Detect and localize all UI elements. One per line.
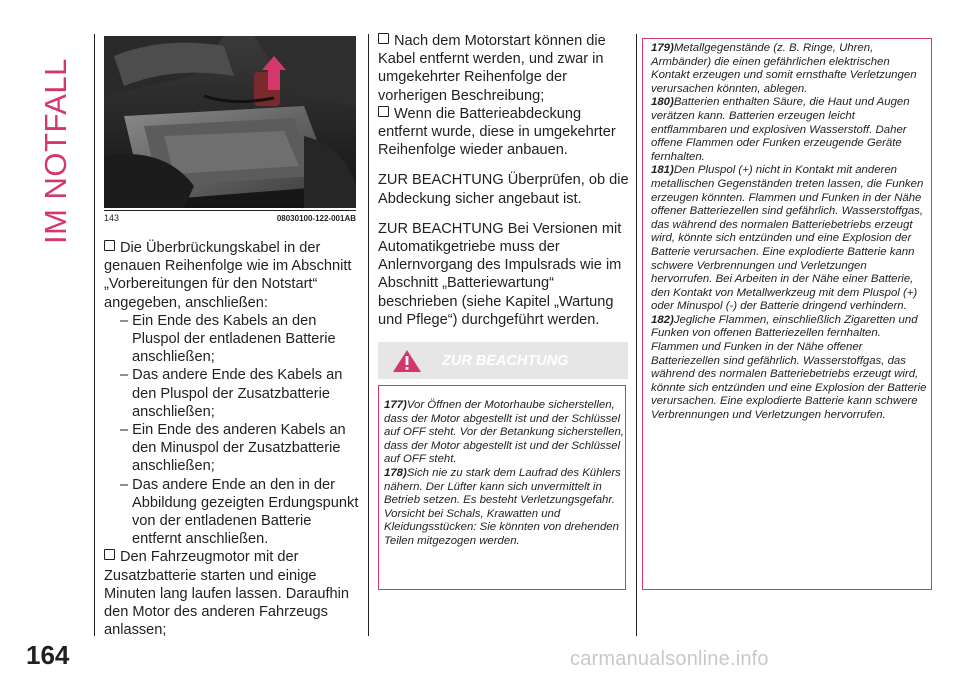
warning-item: 178)Sich nie zu stark dem Laufrad des Kühlers nähern. Der Lüfter kann sich unvermittelt in Betrieb setzen. Es besteht Verletzungsgefahr. Vorsicht bei Schals, Krawatten und Kleidungsstücken: Sie könnten von drehenden Teilen mitgezogen werden.: [384, 466, 621, 547]
watermark: carmanualsonline.info: [570, 648, 769, 670]
warning-item: 177)Vor Öffnen der Motorhaube sicherstellen, dass der Motor abgestellt ist und der Schlüssel auf OFF steht. Vor der Betankung sicherstellen, dass der Motor abgestellt ist und der Schlüssel auf OFF steht.: [384, 399, 624, 466]
warning-title: ZUR BEACHTUNG: [442, 353, 569, 369]
list-item: – Das andere Ende an den in der Abbildung gezeigten Erdungspunkt von der entladenen Batterie entfernt anschließen.: [120, 476, 359, 548]
warning-triangle-icon: [392, 349, 422, 373]
warning-text-right: [651, 42, 927, 423]
page-number: 164: [26, 640, 70, 670]
paragraph: Den Fahrzeugmotor mit der Zusatzbatterie starten und einige Minuten lang laufen lassen. Daraufhin den Motor des anderen Fahrzeugs anlassen;: [104, 549, 350, 639]
note-paragraph: ZUR BEACHTUNG Bei Versionen mit Automatikgetriebe muss der Anlernvorgang des Impulsrads wie im Abschnitt „Batteriewartung“ beschrieben (siehe Kapitel „Wartung und Pflege“) durchgeführt werden.: [378, 220, 622, 328]
checkbox-bullet-icon: [378, 33, 389, 44]
column-divider: [368, 34, 369, 636]
paragraph: Die Überbrückungskabel in der genauen Reihenfolge wie im Abschnitt „Vorbereitungen für den Notstart“ angegeben, anschließen:: [104, 240, 352, 311]
note-paragraph: ZUR BEACHTUNG Überprüfen, ob die Abdeckung sicher angebaut ist.: [378, 172, 629, 207]
engine-bay-photo: [104, 36, 356, 208]
list-item: – Ein Ende des anderen Kabels an den Minuspol der Zusatzbatterie anschließen;: [120, 422, 346, 475]
list-item: – Ein Ende des Kabels an den Pluspol der entladenen Batterie anschließen;: [120, 312, 336, 366]
warning-item: 182)Jegliche Flammen, einschließlich Zigaretten und Funken von offenen Batteriezellen fernhalten. Flammen und Funken in der Nähe offener Batteriezellen sind gefährlich. Wasserstoffgas, das während des normalen Batteriebetriebs erzeugt wird, könnte sich entzünden und eine Explosion der Batterie verursachen. Eine explodierte Batterie kann schwere Verbrennungen und Verletzungen hervorrufen.: [651, 313, 927, 422]
body-column-1: [104, 239, 360, 639]
column-divider: [636, 34, 637, 636]
section-title: IM NOTFALL: [38, 58, 73, 244]
paragraph: Wenn die Batterieabdeckung entfernt wurde, diese in umgekehrter Reihenfolge wieder anbauen.: [378, 105, 616, 159]
warning-item: 181)Den Pluspol (+) nicht in Kontakt mit anderen metallischen Gegenständen treten lassen, die Funken erzeugen könnten. Flammen und Funken in der Nähe offener Batteriezellen sind gefährlich. Wasserstoffgas, das während des normalen Batteriebetriebs erzeugt wird, könnte sich entzünden und eine Explosion der Batterie verursachen. Eine explodierte Batterie kann schwere Verbrennungen und Verletzungen hervorrufen. Bei Arbeiten in der Nähe einer Batterie, den Kontakt von Metallwerkzeug mit dem Pluspol (+) oder Minuspol (-) der Batterie dringend verhindern.: [651, 164, 924, 313]
checkbox-bullet-icon: [104, 240, 115, 251]
warning-text: [384, 399, 624, 549]
figure-number: 143: [104, 213, 120, 223]
checkbox-bullet-icon: [378, 106, 389, 117]
column-divider: [94, 34, 95, 636]
warning-item: 180)Batterien enthalten Säure, die Haut und Augen verätzen kann. Batterien erzeugen leicht entflammbaren und explosiven Wasserstoff. Daher offene Flammen oder Funken erzeugende Geräte fernhalten.: [651, 96, 910, 163]
body-column-2: [378, 32, 630, 329]
warning-item: 179)Metallgegenstände (z. B. Ringe, Uhren, Armbänder) die einen gefährlichen elektrischen Kontakt erzeugen und somit ernsthafte Verletzungen verursachen könnten, ablegen.: [651, 42, 917, 95]
figure-code: 08030100-122-001AB: [276, 214, 356, 223]
warning-header: [378, 342, 628, 379]
figure-caption: [104, 210, 356, 225]
paragraph: Nach dem Motorstart können die Kabel entfernt werden, und zwar in umgekehrter Reihenfolge der vorherigen Beschreibung;: [378, 33, 606, 104]
checkbox-bullet-icon: [104, 549, 115, 560]
list-item: – Das andere Ende des Kabels an den Pluspol der Zusatzbatterie anschließen;: [120, 367, 343, 420]
